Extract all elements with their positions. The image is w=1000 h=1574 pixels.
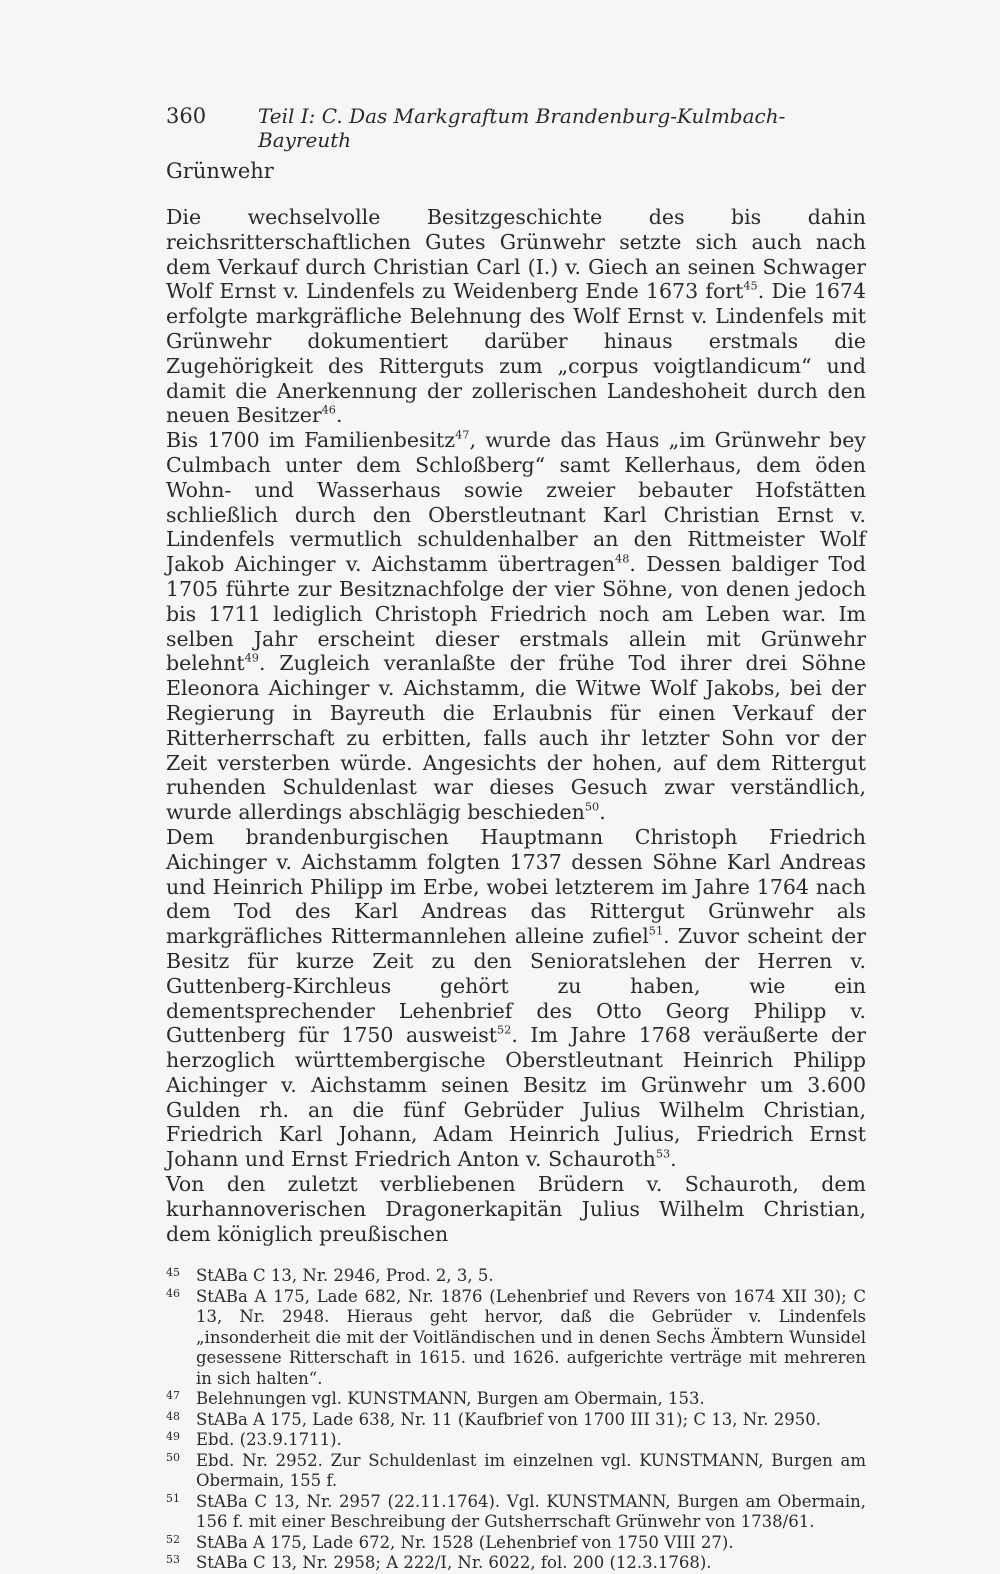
footnote [166,1553,866,1574]
footnote [166,1533,866,1554]
paragraph-text: Dem brandenburgischen Hauptmann Christoph Friedrich Aichinger v. Aichstamm folgten 1737 dessen Söhne Karl Andreas und Heinrich Philipp im Erbe, wobei letzterem im Jahre 1764 nach dem Tod des Karl Andreas das Rittergut Grünwehr als markgräfliches Rittermannlehen alleine zufiel [166,824,866,949]
paragraph [166,205,866,428]
footnote-ref: 53 [655,1147,671,1161]
paragraph [166,1172,866,1246]
paragraph-text: . Im Jahre 1768 veräußerte der herzoglich württembergische Oberstleutnant Heinrich Philipp Aichinger v. Aichstamm seinen Besitz im Grünwehr um 3.600 Gulden rh. an die fünf Gebrüder Julius Wilhelm Christian, Friedrich Karl Johann, Adam Heinrich Julius, Friedrich Ernst Johann und Ernst Friedrich Anton v. Schauroth [166,1023,866,1172]
footnote-text: Ebd. Nr. 2952. Zur Schuldenlast im einzelnen vgl. KUNSTMANN, Burgen am Obermain, 155 f. [196,1450,866,1491]
paragraph [166,825,866,1172]
footnote [166,1266,866,1287]
paragraph-text: Die wechselvolle Besitzgeschichte des bis dahin reichsritterschaftlichen Gutes Grünwehr setzte sich auch nach dem Verkauf durch Christian Carl (I.) v. Giech an seinen Schwager Wolf Ernst v. Lindenfels zu Weidenberg Ende 1673 fort [166,205,866,304]
paragraph-text: . Die 1674 erfolgte markgräfliche Belehnung des Wolf Ernst v. Lindenfels mit Grünwehr dokumentiert darüber hinaus erstmals die Zugehörigkeit des Ritterguts zum „corpus voigtlandicum“ und damit die Anerkennung der zollerischen Landeshoheit durch den neuen Besitzer [166,279,866,428]
paragraph-text: Von den zuletzt verbliebenen Brüdern v. Schauroth, dem kurhannoverischen Dragonerkapitän Julius Wilhelm Christian, dem königlich preußischen [166,1172,866,1246]
paragraph-text: . Zugleich veranlaßte der frühe Tod ihrer drei Söhne Eleonora Aichinger v. Aichstamm, die Witwe Wolf Jakobs, bei der Regierung in Bayreuth die Erlaubnis für einen Verkauf der Ritterherrschaft zu erbitten, falls auch ihr letzter Sohn vor der Zeit versterben würde. Angesichts der hohen, auf dem Rittergut ruhenden Schuldenlast war dieses Gesuch zwar verständlich, wurde allerdings abschlägig beschieden [166,651,866,825]
footnote [166,1389,866,1410]
footnote-text: StABa C 13, Nr. 2958; A 222/I, Nr. 6022, fol. 200 (12.3.1768). [196,1553,712,1573]
footnotes [166,1266,866,1574]
footnote-ref: 49 [244,651,259,665]
paragraph-text: . [670,1147,677,1172]
body-text [166,205,866,1246]
running-title: Teil I: C. Das Markgraftum Brandenburg-Kulmbach-Bayreuth [258,104,786,152]
section-title: Grünwehr [166,159,274,183]
footnote-text: Belehnungen vgl. KUNSTMANN, Burgen am Obermain, 153. [196,1389,705,1409]
footnote-text: StABa C 13, Nr. 2946, Prod. 2, 3, 5. [196,1266,494,1286]
footnote [166,1410,866,1431]
footnote [166,1451,866,1492]
footnote-ref: 48 [615,552,630,566]
footnote-ref: 50 [584,800,600,814]
footnote-number: 52 [166,1532,180,1546]
footnote-number: 50 [166,1450,180,1464]
footnote-number: 46 [166,1286,180,1300]
footnote [166,1492,866,1533]
paragraph-text: . Dessen baldiger Tod 1705 führte zur Besitznachfolge der vier Söhne, von denen jedoch bis 1711 lediglich Christoph Friedrich noch am Leben war. Im selben Jahr erscheint dieser erstmals allein mit Grünwehr belehnt [166,552,866,676]
page-header [166,104,866,152]
footnote-number: 45 [166,1266,180,1280]
footnote-text: StABa A 175, Lade 682, Nr. 1876 (Lehenbrief und Revers von 1674 XII 30); C 13, Nr. 2948. Hieraus geht hervor, daß die Gebrüder v. Lindenfels „insonderheit die mit der Voitländischen und in denen Sechs Ämbtern Wunsidel gesessene Ritterschaft in 1615. und 1626. aufgerichte verträge mit mehreren in sich halten“. [196,1286,866,1388]
paragraph [166,428,866,825]
footnote-ref: 51 [648,924,664,938]
footnote-ref: 52 [497,1023,512,1037]
footnote-number: 53 [166,1553,180,1567]
footnote-ref: 47 [455,428,470,442]
paragraph-text: Bis 1700 im Familienbesitz [166,428,456,453]
page-number: 360 [166,104,207,128]
footnote-number: 51 [166,1491,180,1505]
footnote-ref: 45 [743,279,758,293]
footnote-text: Ebd. (23.9.1711). [196,1430,342,1450]
footnote-number: 47 [166,1389,180,1403]
book-page [166,104,866,1574]
footnote [166,1287,866,1390]
paragraph-text: . Zuvor scheint der Besitz für kurze Zeit zu den Senioratslehen der Herren v. Guttenberg-Kirchleus gehört zu haben, wie ein dementsprechender Lehenbrief des Otto Georg Philipp v. Guttenberg für 1750 ausweist [166,924,866,1048]
footnote-text: StABa A 175, Lade 638, Nr. 11 (Kaufbrief von 1700 III 31); C 13, Nr. 2950. [196,1409,821,1429]
paragraph-text: . [335,403,343,428]
footnote-number: 49 [166,1430,180,1444]
footnote-number: 48 [166,1409,180,1423]
footnote-text: StABa A 175, Lade 672, Nr. 1528 (Lehenbrief von 1750 VIII 27). [196,1532,734,1552]
footnote [166,1430,866,1451]
paragraph-text: . [599,800,606,825]
paragraph-text: , wurde das Haus „im Grünwehr bey Culmbach unter dem Schloßberg“ samt Kellerhaus, dem öden Wohn- und Wasserhaus sowie zweier bebauter Hofstätten schließlich durch den Oberstleutnant Karl Christian Ernst v. Lindenfels vermutlich schuldenhalber an den Rittmeister Wolf Jakob Aichinger v. Aichstamm übertragen [166,428,866,577]
footnote-ref: 46 [321,403,336,417]
footnote-text: StABa C 13, Nr. 2957 (22.11.1764). Vgl. KUNSTMANN, Burgen am Obermain, 156 f. mit einer Beschreibung der Gutsherrschaft Grünwehr von 1738/61. [196,1491,866,1532]
